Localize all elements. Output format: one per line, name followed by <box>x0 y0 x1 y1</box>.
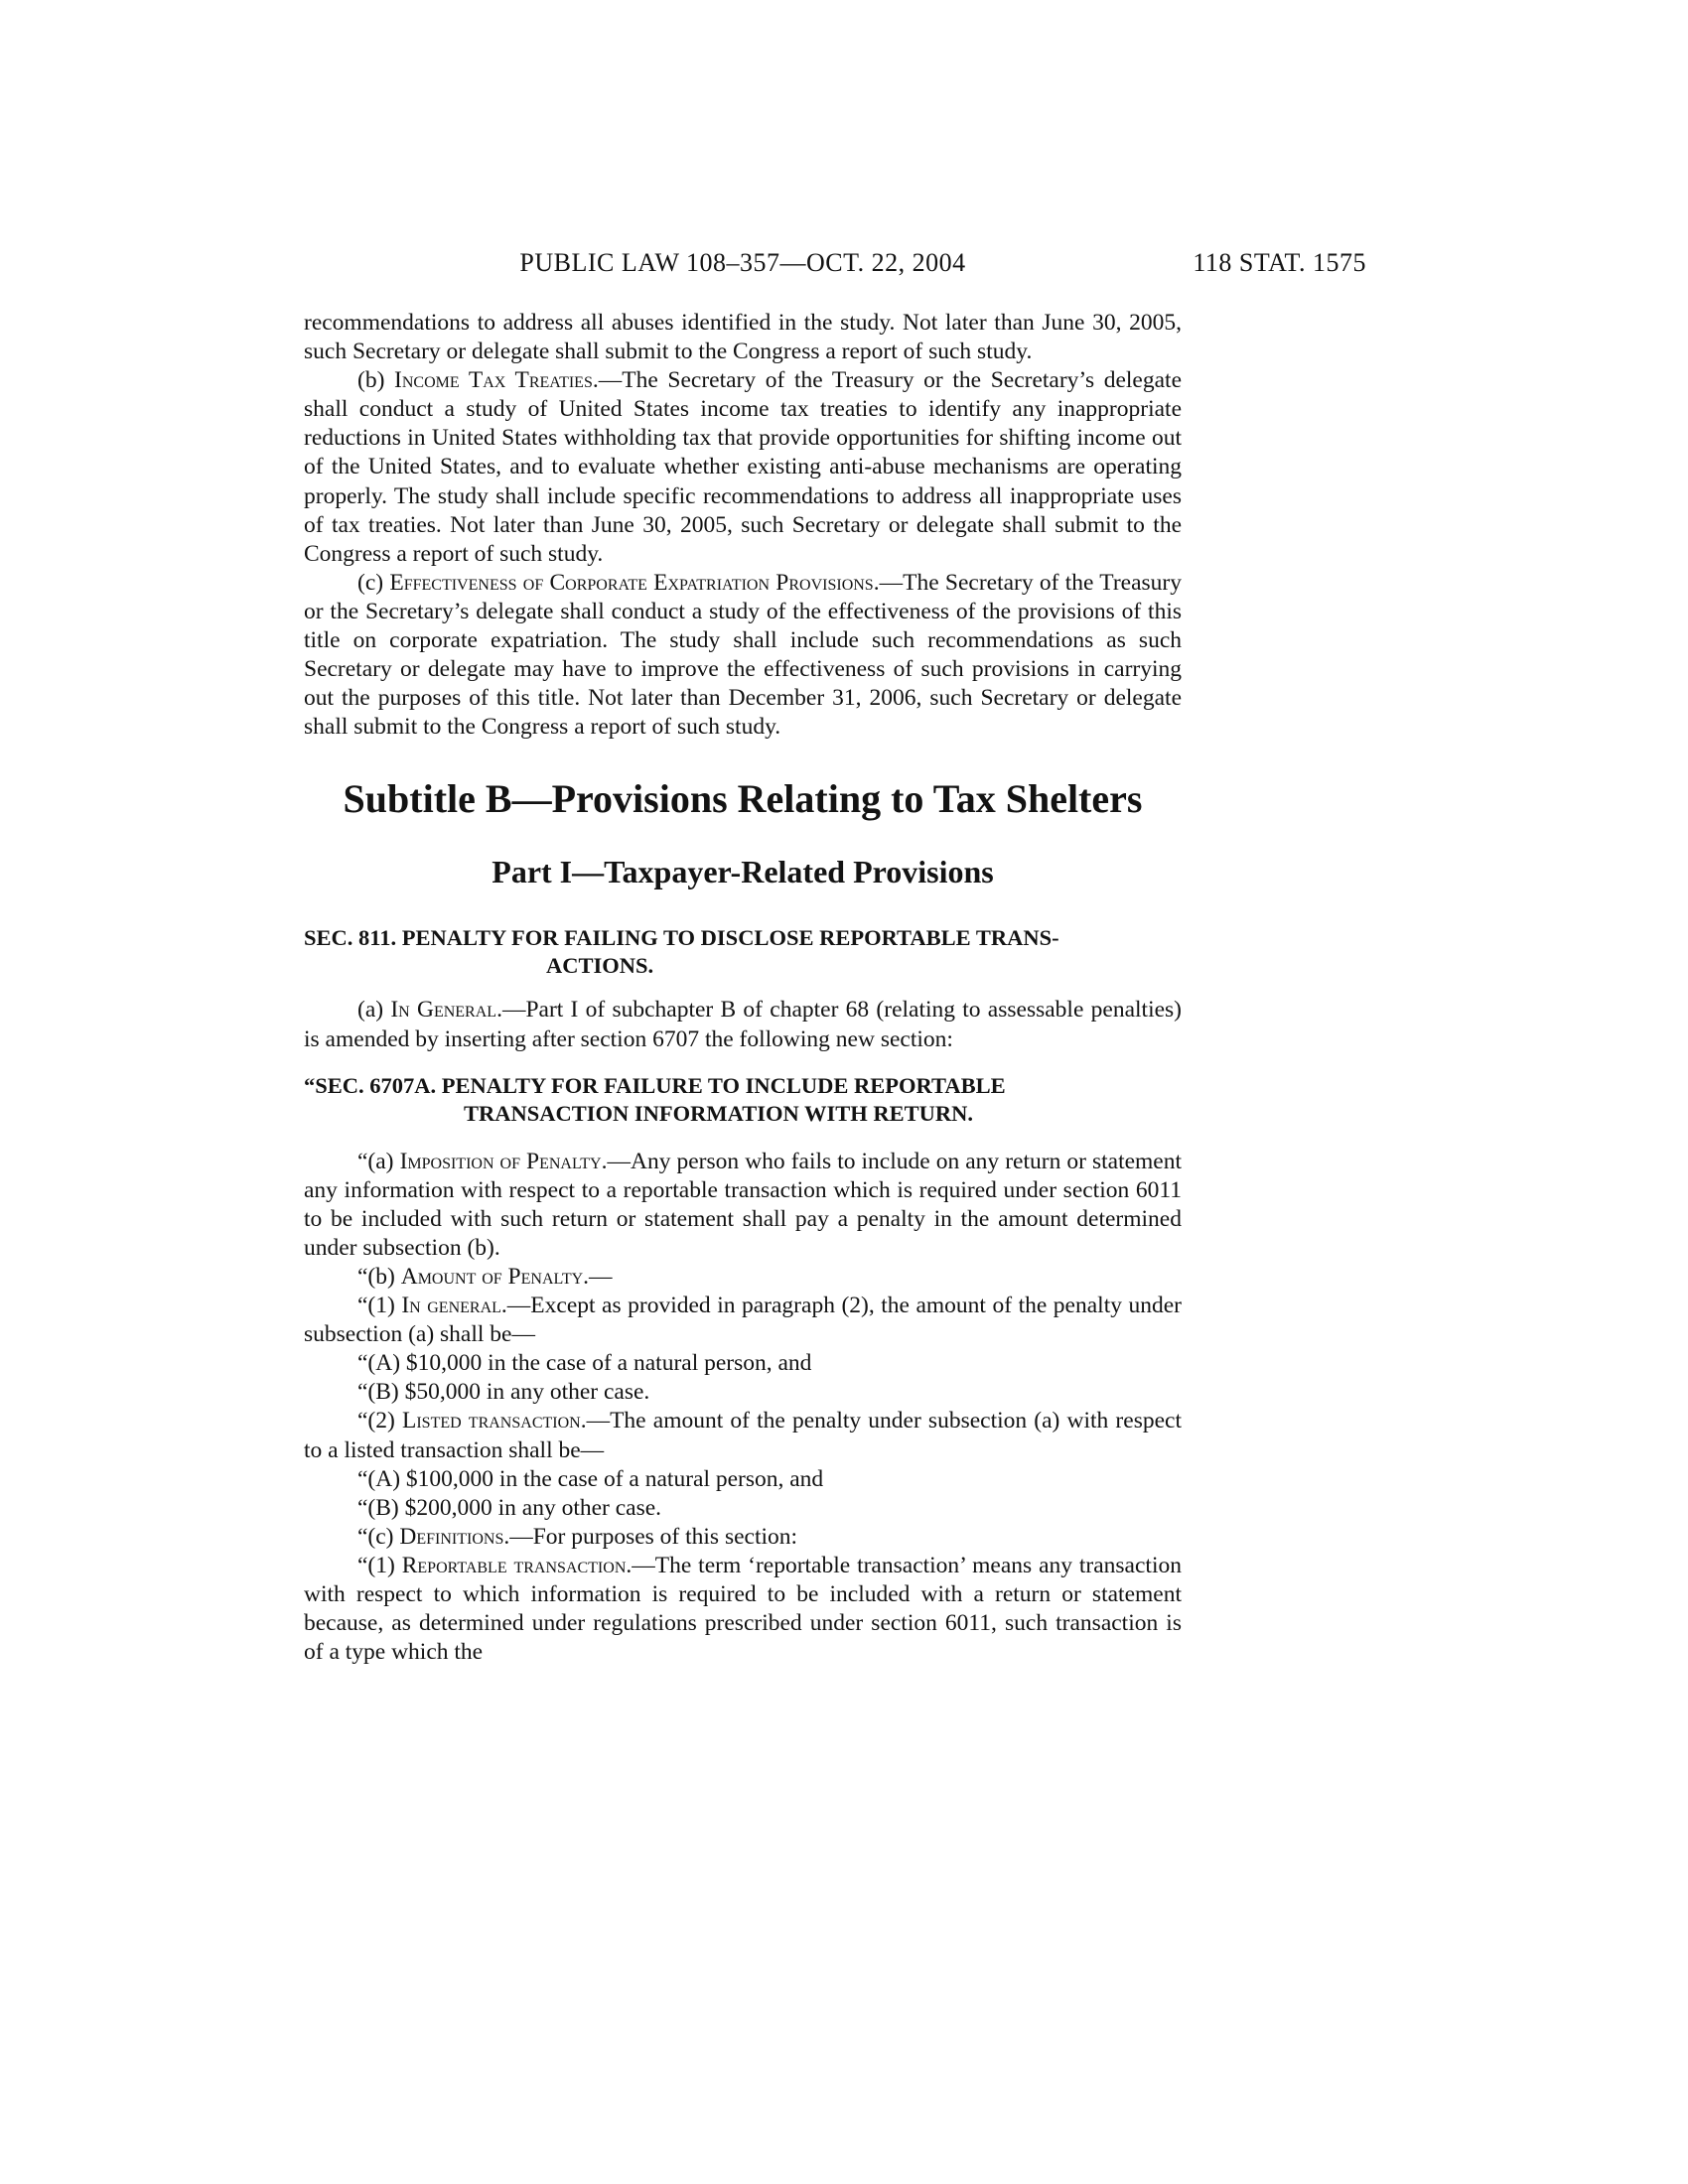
part-heading: Part I—Taxpayer-Related Provisions <box>492 854 994 890</box>
section-heading-line: TRANSACTION INFORMATION WITH RETURN. <box>464 1100 973 1126</box>
text-run: .—The amount of the penalty under subsection (a) with respect to a listed transaction shall be— <box>304 1408 1182 1463</box>
text-run: recommendations to address all abuses identified in the study. Not later than June 30, 2005, such Secretary or delegate shall submit to the Congress a report of such study. <box>304 310 1182 365</box>
statute-paragraph <box>304 1552 1182 1667</box>
smallcaps-term: Imposition of Penalty <box>399 1148 602 1174</box>
statute-paragraph <box>304 1378 1182 1407</box>
text-run: “(A) $100,000 in the case of a natural person, and <box>357 1465 824 1492</box>
text-run: .—Part I of subchapter B of chapter 68 (relating to assessable penalties) is amended by inserting after section 6707 the following new section: <box>304 997 1182 1052</box>
smallcaps-term: Listed transaction <box>401 1408 581 1434</box>
statute-paragraph <box>304 1494 1182 1523</box>
subtitle-heading: Subtitle B—Provisions Relating to Tax Shelters <box>343 776 1143 822</box>
text-run: “(B) $200,000 in any other case. <box>357 1494 662 1521</box>
text-run: (c) <box>357 569 390 596</box>
statute-paragraph <box>304 1523 1182 1552</box>
text-run: (b) <box>357 367 395 394</box>
text-run: .—The Secretary of the Treasury or the Secretary’s delegate shall conduct a study of United States income tax treaties to identify any inappropriate reductions in United States withholding tax that provide opportunities for shifting income out of the United States, and to evaluate whether existing anti-abuse mechanisms are operating properly. The study shall include specific recommendations to address all inappropriate uses of tax treaties. Not later than June 30, 2005, such Secretary or delegate shall submit to the Congress a report of such study. <box>304 367 1182 567</box>
text-run: .—The Secretary of the Treasury or the Secretary’s delegate shall conduct a study of the effectiveness of the provisions of this title on corporate expatriation. The study shall include such recommendations as such Secretary or delegate may have to improve the effectiveness of such provisions in carrying out the purposes of this title. Not later than December 31, 2006, such Secretary or delegate shall submit to the Congress a report of such study. <box>304 569 1182 741</box>
section-heading-line: SEC. 811. PENALTY FOR FAILING TO DISCLOSE REPORTABLE TRANS- <box>304 925 1059 951</box>
statute-paragraph <box>304 996 1182 1053</box>
section-heading <box>304 1072 1182 1128</box>
smallcaps-term: Reportable transaction <box>401 1552 627 1578</box>
text-run: .—Except as provided in paragraph (2), the amount of the penalty under subsection (a) shall be— <box>304 1293 1182 1348</box>
text-run: (a) <box>357 997 391 1024</box>
smallcaps-term: Income Tax Treaties <box>394 367 593 394</box>
smallcaps-term: Amount of Penalty <box>400 1263 584 1290</box>
text-run: .— <box>583 1263 613 1290</box>
statute-paragraph <box>304 366 1182 569</box>
section-heading-line: “SEC. 6707A. PENALTY FOR FAILURE TO INCLUDE REPORTABLE <box>304 1072 1006 1098</box>
smallcaps-term: Effectiveness of Corporate Expatriation Provisions <box>389 569 874 596</box>
smallcaps-term: In general <box>401 1293 501 1319</box>
text-run: .—For purposes of this section: <box>503 1523 798 1550</box>
text-run: .—The term ‘reportable transaction’ means any transaction with respect to which information is required to be included with a return or statement because, as determined under regulations prescribed under section 6011, such transaction is of a type which the <box>304 1552 1182 1666</box>
header-stat-page: 118 STAT. 1575 <box>1193 248 1366 277</box>
statute-paragraph <box>304 1349 1182 1378</box>
statute-paragraph <box>304 1292 1182 1349</box>
text-run: .—Any person who fails to include on any return or statement any information with respect to a reportable transaction which is required under section 6011 to be included with such return or statement shall pay a penalty in the amount determined under subsection (b). <box>304 1148 1183 1261</box>
statute-paragraph <box>304 309 1182 366</box>
text-run: “(A) $10,000 in the case of a natural person, and <box>357 1350 812 1377</box>
statute-paragraph <box>304 1407 1182 1464</box>
statute-paragraph <box>304 1263 1182 1292</box>
text-run: “(1) <box>357 1293 402 1319</box>
statute-paragraph <box>304 1148 1182 1263</box>
text-run: “(a) <box>357 1148 400 1174</box>
document-body <box>304 309 1182 1667</box>
text-run: “(b) <box>357 1263 401 1290</box>
text-run: “(1) <box>357 1552 402 1578</box>
statute-paragraph <box>304 1465 1182 1494</box>
section-heading-line: ACTIONS. <box>546 953 654 979</box>
text-run: “(c) <box>357 1523 400 1550</box>
smallcaps-term: In General <box>390 997 497 1024</box>
running-header <box>304 248 1366 278</box>
text-run: “(2) <box>357 1408 402 1434</box>
section-heading <box>304 924 1182 980</box>
statute-paragraph <box>304 569 1182 743</box>
header-law-citation: PUBLIC LAW 108–357—OCT. 22, 2004 <box>519 248 966 277</box>
text-run: “(B) $50,000 in any other case. <box>357 1379 650 1406</box>
smallcaps-term: Definitions <box>399 1523 504 1550</box>
